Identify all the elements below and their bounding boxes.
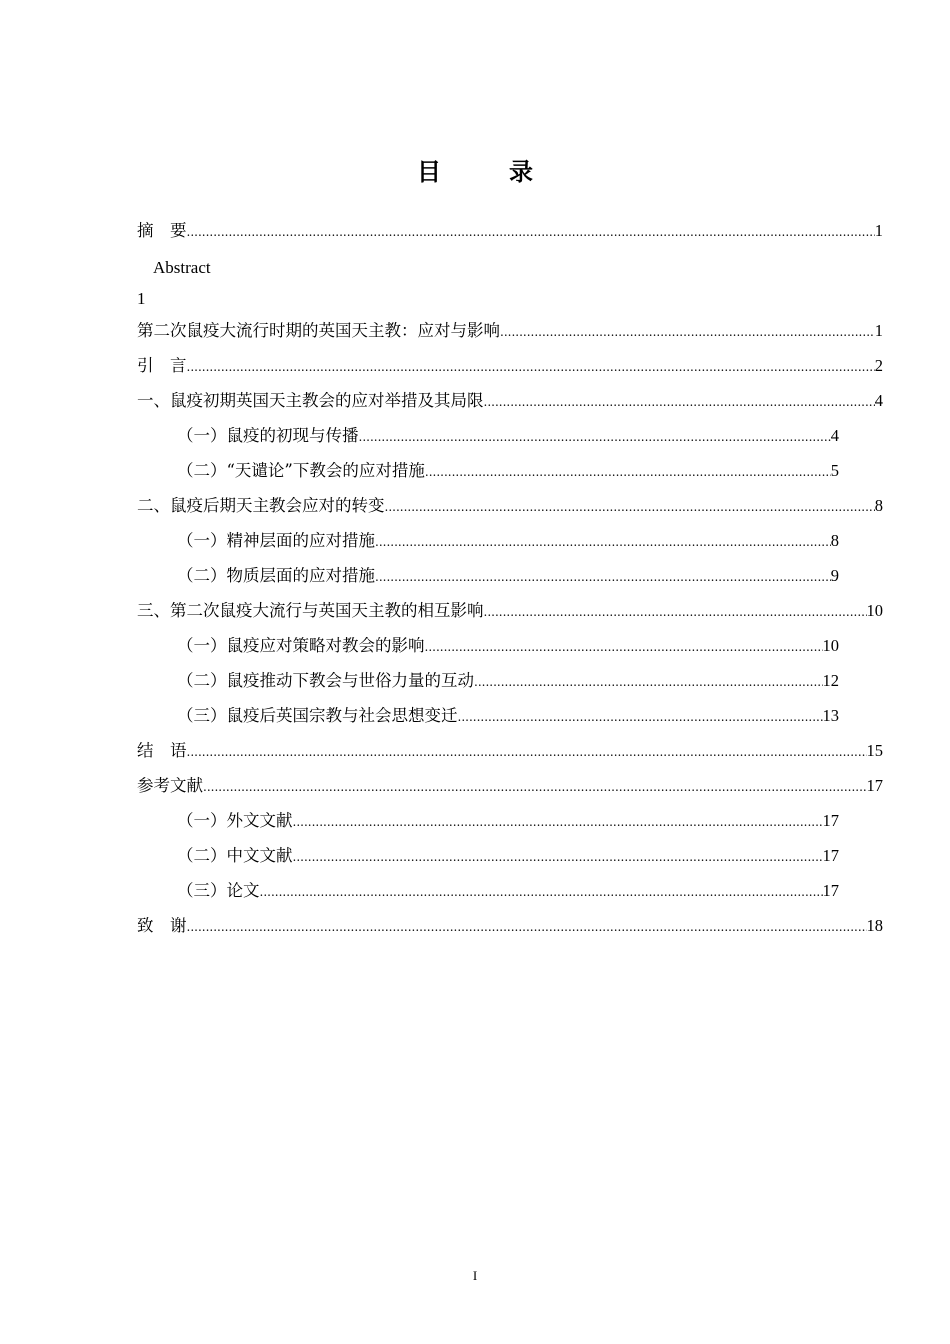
dot-leader xyxy=(375,562,831,592)
dot-leader xyxy=(203,772,867,802)
toc-entry-section-3-1[interactable] xyxy=(137,631,883,666)
toc-entry-label: 致 谢 xyxy=(137,916,187,935)
toc-title: 目 录 xyxy=(417,157,555,186)
dot-leader xyxy=(484,387,875,417)
dot-leader xyxy=(187,912,867,942)
toc-entry-page: 18 xyxy=(866,916,883,935)
toc-entry-page: 17 xyxy=(822,811,839,830)
dot-leader xyxy=(425,457,831,487)
toc-entry-label: 第二次鼠疫大流行时期的英国天主教：应对与影响 xyxy=(137,321,500,340)
toc-entry-label: （二）“天谴论”下教会的应对措施 xyxy=(177,461,425,480)
toc-entry-label: （一）鼠疫的初现与传播 xyxy=(177,426,359,445)
dot-leader xyxy=(359,422,831,452)
toc-entry-abstract-cn[interactable] xyxy=(137,216,883,251)
page-number: I xyxy=(472,1268,478,1283)
toc-entry-page: 5 xyxy=(830,461,839,480)
toc-entry-label: （二）中文文献 xyxy=(177,846,293,865)
toc-entry-page: 15 xyxy=(866,741,883,760)
toc-entry-section-3-3[interactable] xyxy=(137,701,883,736)
toc-entry-label: 参考文献 xyxy=(137,776,203,795)
toc-entry-page: 8 xyxy=(874,496,883,515)
toc-entry-label: （一）精神层面的应对措施 xyxy=(177,531,375,550)
dot-leader xyxy=(474,667,823,697)
dot-leader xyxy=(484,597,867,627)
toc-entry-abstract-en[interactable]: Abstract xyxy=(153,258,211,277)
toc-entry-label: 结 语 xyxy=(137,741,187,760)
toc-entry-section-3-2[interactable] xyxy=(137,666,883,701)
toc-entry-section-2-1[interactable] xyxy=(137,526,883,561)
toc-entry-main-title[interactable] xyxy=(137,316,883,351)
toc-entry-section-1-2[interactable] xyxy=(137,456,883,491)
dot-leader xyxy=(187,352,875,382)
toc-entry-page: 4 xyxy=(830,426,839,445)
toc-entry-page: 10 xyxy=(822,636,839,655)
toc-entry-page: 17 xyxy=(822,881,839,900)
toc-entry-page: 2 xyxy=(874,356,883,375)
toc-entry-label: （一）鼠疫应对策略对教会的影响 xyxy=(177,636,425,655)
toc-entry-introduction[interactable] xyxy=(137,351,883,386)
dot-leader xyxy=(375,527,831,557)
dot-leader xyxy=(500,317,875,347)
toc-entry-label: （三）论文 xyxy=(177,881,260,900)
toc-entry-references-theses[interactable] xyxy=(137,876,883,911)
toc-entry-references-chinese[interactable] xyxy=(137,841,883,876)
toc-entry-label: （一）外文文献 xyxy=(177,811,293,830)
toc-entry-page: 17 xyxy=(866,776,883,795)
toc-entry-page: 1 xyxy=(874,221,883,240)
toc-entry-references-foreign[interactable] xyxy=(137,806,883,841)
toc-entry-page: 10 xyxy=(866,601,883,620)
toc-entry-label: （三）鼠疫后英国宗教与社会思想变迁 xyxy=(177,706,458,725)
toc-entry-label: （二）鼠疫推动下教会与世俗力量的互动 xyxy=(177,671,474,690)
toc-entry-label: （二）物质层面的应对措施 xyxy=(177,566,375,585)
dot-leader xyxy=(458,702,823,732)
toc-entry-label: 摘 要 xyxy=(137,221,187,240)
toc-entry-label: 二、鼠疫后期天主教会应对的转变 xyxy=(137,496,385,515)
toc-entry-chapter-2[interactable] xyxy=(137,491,883,526)
dot-leader xyxy=(385,492,875,522)
toc-entry-references[interactable] xyxy=(137,771,883,806)
dot-leader xyxy=(425,632,823,662)
toc-entry-label: 引 言 xyxy=(137,356,187,375)
toc-entry-page: 9 xyxy=(830,566,839,585)
toc-entry-chapter-1[interactable] xyxy=(137,386,883,421)
toc-entry-section-2-2[interactable] xyxy=(137,561,883,596)
toc-entry-section-1-1[interactable] xyxy=(137,421,883,456)
dot-leader xyxy=(293,842,823,872)
toc-entry-acknowledgements[interactable] xyxy=(137,911,883,946)
dot-leader xyxy=(187,737,867,767)
dot-leader xyxy=(187,217,875,247)
dot-leader xyxy=(260,877,823,907)
dot-leader xyxy=(293,807,823,837)
toc-entry-label: 一、鼠疫初期英国天主教会的应对举措及其局限 xyxy=(137,391,484,410)
table-of-contents xyxy=(137,216,883,946)
toc-entry-abstract-en-page: 1 xyxy=(137,289,146,308)
toc-entry-page: 13 xyxy=(822,706,839,725)
toc-entry-label: 三、第二次鼠疫大流行与英国天主教的相互影响 xyxy=(137,601,484,620)
toc-entry-page: 4 xyxy=(874,391,883,410)
toc-entry-page: 17 xyxy=(822,846,839,865)
toc-entry-chapter-3[interactable] xyxy=(137,596,883,631)
toc-entry-conclusion[interactable] xyxy=(137,736,883,771)
toc-entry-page: 12 xyxy=(822,671,839,690)
toc-entry-page: 1 xyxy=(874,321,883,340)
toc-entry-page: 8 xyxy=(830,531,839,550)
